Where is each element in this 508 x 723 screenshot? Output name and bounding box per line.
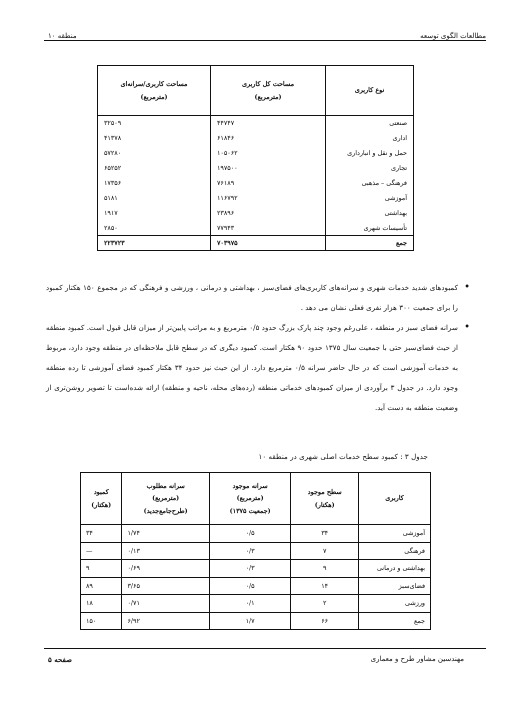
col-total-area-header: مساحت کل کاربری (مترمربع) bbox=[211, 66, 326, 116]
col-existing-area-header: سطح موجود (هکتار) bbox=[291, 473, 359, 525]
table-row: فضای‌سبز ۱۴ ۰/۵ ۳/۶۵ ۸۹ bbox=[81, 577, 431, 595]
land-use-table-header bbox=[98, 66, 414, 116]
col-existing-per-capita-header: سرانه موجود (مترمربع) (جمعیت ۱۳۷۵) bbox=[209, 473, 291, 525]
table-row: اداری ۶۱۸۴۶ ۴۱۳۷۸ bbox=[98, 131, 414, 146]
table-total-row: جمع ۶۶ ۱/۷ ۶/۹۲ ۱۵۰ bbox=[81, 612, 431, 630]
col-required-per-capita-header: سرانه مطلوب (مترمربع) (طرح‌جامع‌جدید) bbox=[122, 473, 209, 525]
page-header bbox=[48, 26, 486, 40]
table-row: ورزشی ۲ ۰/۱ ۰/۷۱ ۱۸ bbox=[81, 595, 431, 613]
table-row: فرهنگی ۷ ۰/۳ ۰/۱۳ — bbox=[81, 542, 431, 560]
table-row: آموزشی ۳۴ ۰/۵ ۱/۷۴ ۳۴ bbox=[81, 525, 431, 543]
page-footer bbox=[48, 652, 464, 666]
col-per-capita-area-header: مساحت کاربری/سرانه‌ای (مترمربع) bbox=[98, 66, 211, 116]
header-title: مطالعات الگوی توسعه bbox=[420, 32, 486, 40]
col-shortage-header: کمبود (هکتار) bbox=[81, 473, 122, 525]
table-row: بهداشتی و درمانی ۹ ۰/۳ ۰/۶۹ ۹ bbox=[81, 560, 431, 578]
service-shortage-table bbox=[80, 472, 431, 630]
table-row: تجاری ۱۹۷۵۰۰ ۶۵۲۵۲ bbox=[98, 161, 414, 176]
shortage-table-header bbox=[81, 473, 431, 525]
footer-rule bbox=[44, 648, 486, 649]
body-text bbox=[46, 278, 470, 418]
table-row: صنعتی ۴۴۷۴۷ ۳۲۵۰۹ bbox=[98, 116, 414, 131]
bullet-paragraph: • کمبودهای شدید خدمات شهری و سرانه‌های کاربری‌های فضای‌سبز ، بهداشتی و درمانی ، ورزشی و فرهنگی که در مجموع ۱۵۰ هکتار کمبود را برای جمعیت ۳۰۰ هزار نفری فعلی نشان می‌ دهد . bbox=[46, 278, 470, 318]
land-use-table bbox=[97, 65, 414, 251]
bullet-paragraph: • سرانه فضای سبز در منطقه ، علی‌رغم وجود چند پارک بزرگ حدود ۰/۵ مترمربع و به مراتب پایین‌تر از میزان قابل قبول است. کمبود منطقه از حیث فضای‌سبز حتی با جمعیت سال ۱۳۷۵ حدود ۹۰ هکتار است. کمبود دیگری که در سطح قابل ملاحظه‌ای در منطقه وجود دارد، مربوط به خدمات آموزشی است که در حال حاضر سرانه ۰/۵ مترمربع دارد. از این حیث نیز حدود ۳۴ هکتار کمبود فضای آموزشی تا رده منطقه وجود دارد. در جدول ۳ برآوردی از میزان کمبودهای خدماتی منطقه (رده‌های محله، ناحیه و منطقه) ارائه شده‌است تا تصویر روشن‌تری از وضعیت منطقه به دست آید. bbox=[46, 318, 470, 418]
table-row: بهداشتی ۲۳۸۹۶ ۱۹۱۷ bbox=[98, 206, 414, 221]
header-rule bbox=[44, 40, 486, 41]
col-type-header: نوع کاربری bbox=[326, 66, 414, 116]
footer-company: مهندسین مشاور طرح و معماری bbox=[370, 655, 464, 663]
page-number: صفحه ۵ bbox=[48, 654, 72, 664]
header-region: منطقه ۱۰ bbox=[48, 32, 77, 40]
table-caption: جدول ۳ : کمبود سطح خدمات اصلی شهری در منطقه ۱۰ bbox=[258, 452, 428, 461]
table-row: حمل و نقل و انبارداری ۱۰۵۰۶۲ ۵۷۲۸۰ bbox=[98, 146, 414, 161]
table-row: فرهنگی – مذهبی ۷۶۱۸۹ ۱۷۳۵۶ bbox=[98, 176, 414, 191]
table-row: آموزشی ۱۱۶۷۹۲ ۵۱۸۱ bbox=[98, 191, 414, 206]
table-total-row: جمع ۷۰۳۹۷۵ ۲۲۳۷۲۳ bbox=[98, 236, 414, 251]
col-use-header: کاربری bbox=[359, 473, 431, 525]
table-row: تأسیسات شهری ۷۷۹۴۳ ۲۸۵۰ bbox=[98, 221, 414, 236]
